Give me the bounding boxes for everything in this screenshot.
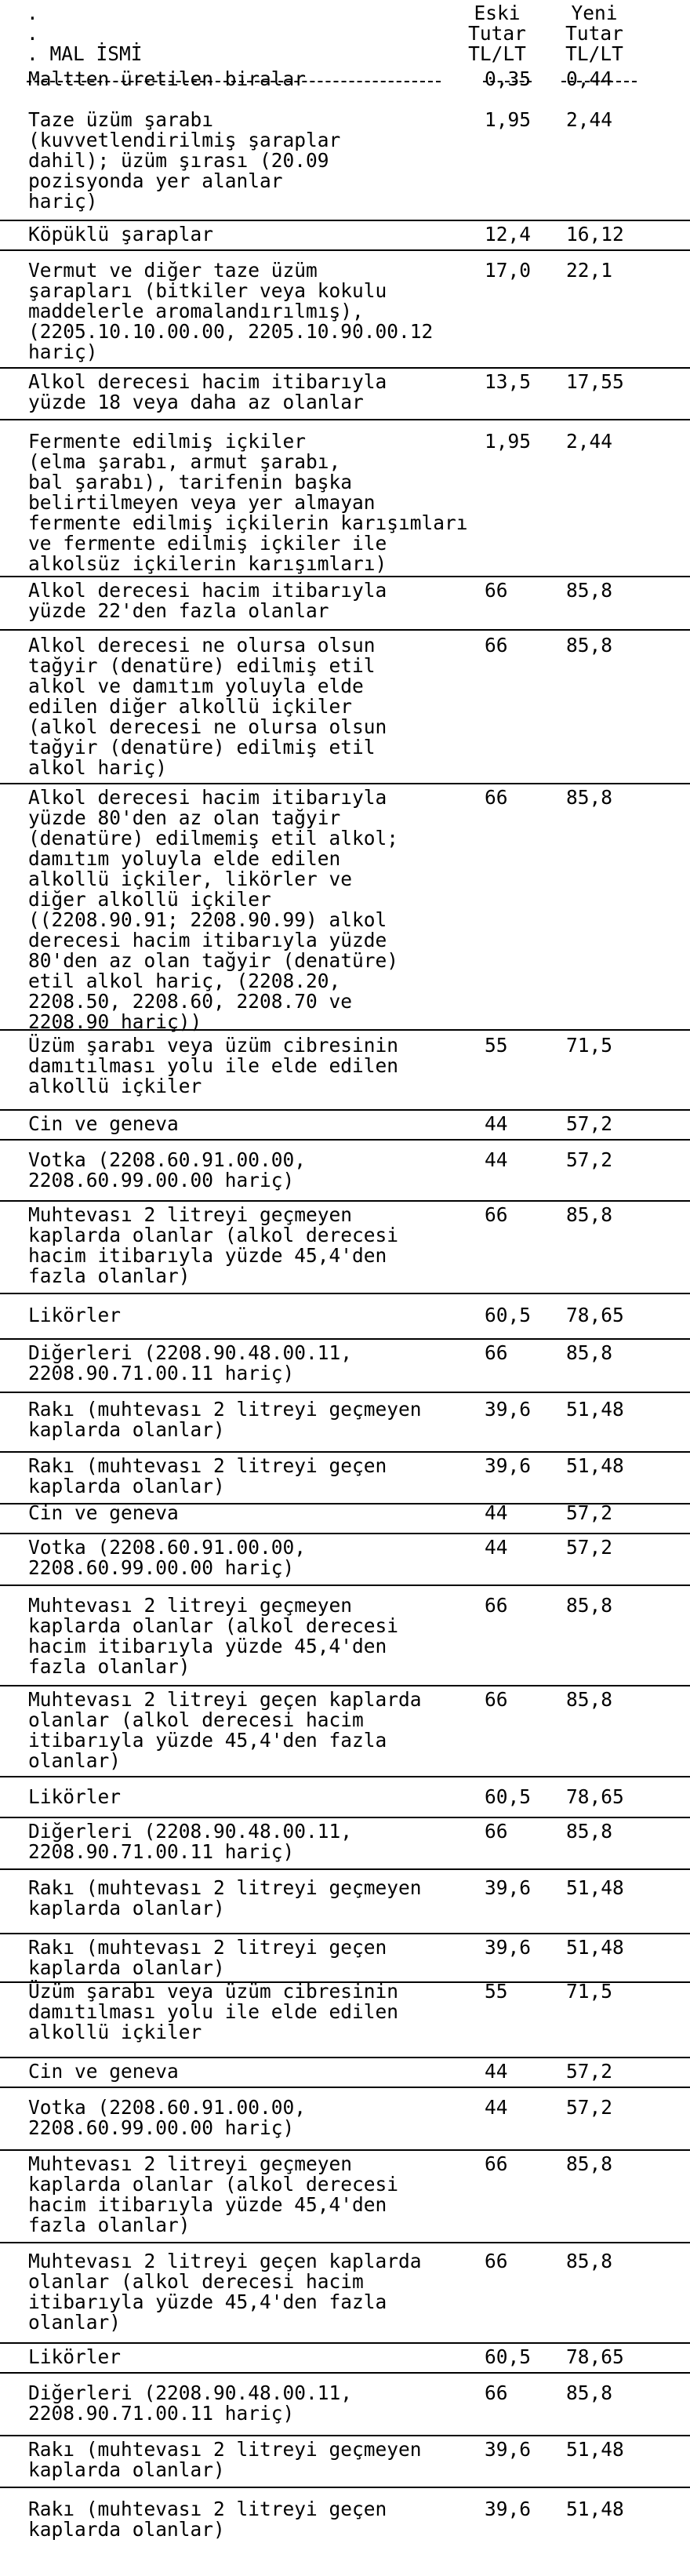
old-amount: 39,6 (485, 1398, 532, 1421)
old-amount: 39,6 (485, 2498, 532, 2520)
old-amount: 60,5 (485, 2345, 532, 2368)
item-name: Alkol derecesi hacim itibarıyla yüzde 18 veya daha az olanlar (28, 370, 387, 413)
old-amount: 44 (485, 1112, 508, 1135)
old-amount: 66 (485, 1820, 508, 1843)
new-amount: 85,8 (566, 634, 613, 657)
old-amount: 1,95 (485, 430, 532, 453)
old-amount: 66 (485, 1594, 508, 1617)
table-row (0, 2057, 690, 2088)
item-name: Rakı (muhtevası 2 litreyi geçmeyen kaplarda olanlar) (28, 2438, 422, 2481)
old-amount: 60,5 (485, 1785, 532, 1808)
item-name: Taze üzüm şarabı (kuvvetlendirilmiş şaraplar dahil); üzüm şırası (20.09 pozisyonda yer alanlar hariç) (28, 108, 341, 213)
old-amount: 55 (485, 1034, 508, 1057)
table-row (0, 1109, 690, 1141)
old-amount: 60,5 (485, 1304, 532, 1326)
new-amount: 78,65 (566, 1304, 624, 1326)
table-row (0, 1338, 690, 1393)
item-name: Likörler (28, 2345, 122, 2368)
item-name: Rakı (muhtevası 2 litreyi geçen kaplarda olanlar) (28, 1936, 387, 1979)
new-amount s2: 85,8 (566, 786, 613, 809)
item-name: Cin ve geneva (28, 2060, 179, 2083)
table-row (0, 1533, 690, 1586)
new-amount: 85,8 (566, 1820, 613, 1843)
item-name: Rakı (muhtevası 2 litreyi geçen kaplarda olanlar) (28, 1454, 387, 1497)
table-row (0, 1147, 690, 1194)
old-amount: 39,6 (485, 1454, 532, 1477)
item-name: Muhtevası 2 litreyi geçen kaplarda olanlar (alkol derecesi hacim itibarıyla yüzde 45,4'den fazla olanlar) (28, 2250, 422, 2334)
new-amount: 85,8 (566, 2152, 613, 2175)
table-row (0, 1592, 690, 1683)
old-amount: 44 (485, 1501, 508, 1524)
table-row (0, 1978, 690, 2049)
old-amount: 44 (485, 1148, 508, 1171)
item-name: Vermut ve diğer taze üzüm şarapları (bitkiler veya kokulu maddelerle aromalandırılmış), (2205.10.10.00.00, 2205.10.90.00.12 hariç) (28, 259, 434, 363)
old-amount: 44 (485, 2060, 508, 2083)
old-amount: 17,0 (485, 259, 532, 282)
table-row (0, 2435, 690, 2488)
table-row (0, 1817, 690, 1870)
new-amount: 78,65 (566, 1785, 624, 1808)
new-amount: 51,48 (566, 2498, 624, 2520)
old-amount: 66 (485, 2250, 508, 2272)
table-row (0, 66, 690, 100)
header-old-amount: Eski Tutar TL/LT (468, 2, 526, 65)
new-amount: 51,48 (566, 1398, 624, 1421)
item-name: Üzüm şarabı veya üzüm cibresinin damıtılması yolu ile elde edilen alkollü içkiler (28, 1980, 399, 2043)
item-name: Alkol derecesi ne olursa olsun tağyir (denatüre) edilmiş etil alkol ve damıtım yoluyla elde edilen diğer alkollü içkiler (alkol derecesi ne olursa olsun tağyir (denatüre) edilmiş etil alkol hariç) (28, 634, 387, 779)
table-row (0, 783, 690, 1031)
item-name: Cin ve geneva (28, 1112, 179, 1135)
table-row (0, 2496, 690, 2546)
item-name: Diğerleri (2208.90.48.00.11, 2208.90.71.00.11 hariç) (28, 1341, 353, 1384)
item-name: Cin ve geneva (28, 1501, 179, 1524)
table-row (0, 1396, 690, 1446)
table-row (0, 2248, 690, 2338)
old-amount: 66 (485, 2381, 508, 2404)
old-amount: 39,6 (485, 1936, 532, 1959)
new-amount: 85,8 (566, 1594, 613, 1617)
old-amount: 66 (485, 1341, 508, 1364)
item-name: Likörler (28, 1785, 122, 1808)
new-amount: 57,2 (566, 1112, 613, 1135)
new-amount: 51,48 (566, 2438, 624, 2461)
old-amount: 66 (485, 579, 508, 602)
item-name: Köpüklü şaraplar (28, 223, 214, 246)
new-amount: 71,5 (566, 1980, 613, 2003)
table-row (0, 1784, 690, 1812)
table-row (0, 1500, 690, 1525)
table-row (0, 428, 690, 576)
item-name: Muhtevası 2 litreyi geçmeyen kaplarda olanlar (alkol derecesi hacim itibarıyla yüzde 45,4'den fazla olanlar) (28, 1203, 399, 1287)
table-row (0, 2149, 690, 2243)
new-amount: 71,5 (566, 1034, 613, 1057)
old-amount: 44 (485, 1536, 508, 1559)
item-name: Rakı (muhtevası 2 litreyi geçmeyen kaplarda olanlar) (28, 1876, 422, 1919)
new-amount: 17,55 (566, 370, 624, 393)
table-row (0, 1685, 690, 1777)
item-name: Votka (2208.60.91.00.00, 2208.60.99.00.00 hariç) (28, 1536, 307, 1579)
item-name: Muhtevası 2 litreyi geçmeyen kaplarda olanlar (alkol derecesi hacim itibarıyla yüzde 45,4'den fazla olanlar) (28, 1594, 399, 1678)
old-amount: 1,95 (485, 108, 532, 131)
item-name: Diğerleri (2208.90.48.00.11, 2208.90.71.00.11 hariç) (28, 1820, 353, 1863)
table-row (0, 2094, 690, 2141)
item-name: Muhtevası 2 litreyi geçmeyen kaplarda olanlar (alkol derecesi hacim itibarıyla yüzde 45,4'den fazla olanlar) (28, 2152, 399, 2236)
new-amount: 57,2 (566, 2060, 613, 2083)
table-row (0, 576, 690, 631)
new-amount: 85,8 (566, 2250, 613, 2272)
table-row (0, 367, 690, 420)
new-amount: 2,44 (566, 430, 613, 453)
item-name: Muhtevası 2 litreyi geçen kaplarda olanlar (alkol derecesi hacim itibarıyla yüzde 45,4'den fazla olanlar) (28, 1688, 422, 1772)
item-name: Alkol derecesi hacim itibarıyla yüzde 22'den fazla olanlar (28, 579, 387, 622)
old-amount: 66 (485, 1203, 508, 1226)
old-amount: 44 (485, 2096, 508, 2119)
new-amount: 85,8 (566, 1203, 613, 1226)
header-new-amount: Yeni Tutar TL/LT (565, 2, 623, 65)
table-row (0, 1032, 690, 1103)
new-amount: 85,8 (566, 1688, 613, 1711)
new-amount: 51,48 (566, 1454, 624, 1477)
new-amount: 57,2 (566, 1536, 613, 1559)
table-row (0, 1875, 690, 1922)
new-amount: 57,2 (566, 1148, 613, 1171)
old-amount: 0,35 (485, 67, 532, 90)
old-amount: 66 (485, 634, 508, 657)
old-amount: 66 (485, 1688, 508, 1711)
table-row (0, 220, 690, 251)
table-row (0, 107, 690, 216)
new-amount: 85,8 (566, 2381, 613, 2404)
new-amount: 22,1 (566, 259, 613, 282)
old-amount: 13,5 (485, 370, 532, 393)
new-amount: 57,2 (566, 2096, 613, 2119)
old-amount: 66 (485, 786, 508, 809)
item-name: Maltten üretilen biralar (28, 67, 307, 90)
new-amount: 78,65 (566, 2345, 624, 2368)
item-name: Diğerleri (2208.90.48.00.11, 2208.90.71.00.11 hariç) (28, 2381, 353, 2425)
table-row (0, 1200, 690, 1294)
item-name: Votka (2208.60.91.00.00, 2208.60.99.00.00 hariç) (28, 2096, 307, 2139)
table-row (0, 1451, 690, 1504)
new-amount: 0,44 (566, 67, 613, 90)
item-name: Rakı (muhtevası 2 litreyi geçmeyen kaplarda olanlar) (28, 1398, 422, 1441)
new-amount: 16,12 (566, 223, 624, 246)
table-row (0, 2380, 690, 2429)
new-amount: 51,48 (566, 1876, 624, 1899)
item-name: Alkol derecesi hacim itibarıyla yüzde 80'den az olan tağyir (denatüre) edilmemiş etil alkol; damıtım yoluyla elde edilen alkollü içkiler, likörler ve diğer alkollü içkiler ((2208.90.91; 2208.90.99) alkol derecesi hacim itibarıyla yüzde 80'den az olan tağyir (denatüre) etil alkol hariç, (2208.20, 2208.50, 2208.60, 2208.70 ve 2208.90 hariç)) (28, 786, 399, 1033)
table-row (0, 1302, 690, 1330)
old-amount: 12,4 (485, 223, 532, 246)
table-row (0, 1933, 690, 1983)
item-name: Üzüm şarabı veya üzüm cibresinin damıtılması yolu ile elde edilen alkollü içkiler (28, 1034, 399, 1097)
table-row (0, 257, 690, 367)
old-amount: 39,6 (485, 1876, 532, 1899)
header-item-name: . . . MAL İSMİ (27, 2, 143, 65)
item-name: Rakı (muhtevası 2 litreyi geçen kaplarda olanlar) (28, 2498, 387, 2541)
item-name: Votka (2208.60.91.00.00, 2208.60.99.00.00 hariç) (28, 1148, 307, 1192)
old-amount: 55 (485, 1980, 508, 2003)
table-row (0, 632, 690, 780)
table-row (0, 2342, 690, 2374)
new-amount: 85,8 (566, 1341, 613, 1364)
item-name: Fermente edilmiş içkiler (elma şarabı, armut şarabı, bal şarabı), tarifenin başka belirtilmeyen veya yer almayan fermente edilmiş içkilerin karışımları ve fermente edilmiş içkiler ile alkolsüz içkilerin karışımları) (28, 430, 468, 575)
new-amount: 57,2 (566, 1501, 613, 1524)
old-amount: 66 (485, 2152, 508, 2175)
new-amount: 2,44 (566, 108, 613, 131)
item-name: Likörler (28, 1304, 122, 1326)
new-amount: 85,8 (566, 579, 613, 602)
new-amount: 51,48 (566, 1936, 624, 1959)
old-amount: 39,6 (485, 2438, 532, 2461)
